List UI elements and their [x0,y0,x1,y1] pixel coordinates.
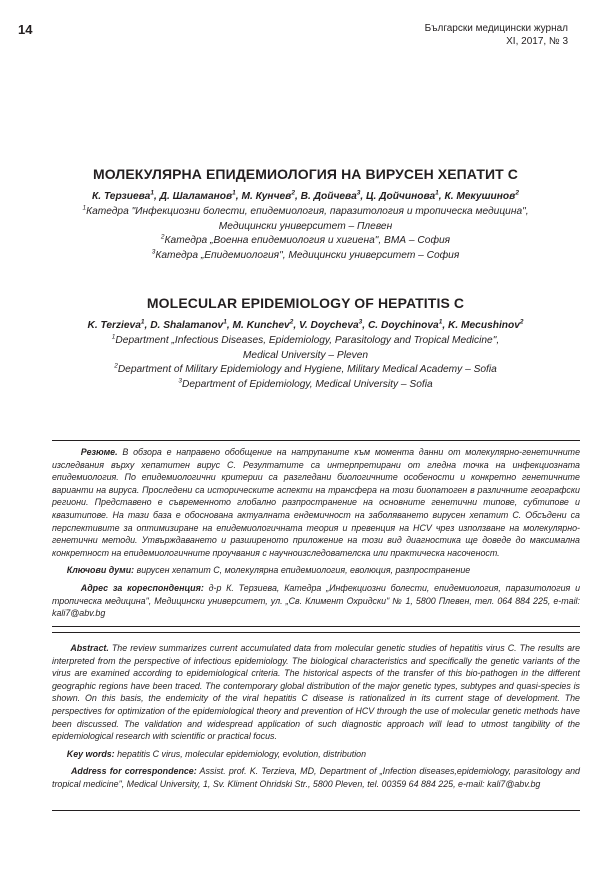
en-abstract [52,642,580,743]
author: М. Кунчев$^2$, [241,189,301,202]
author: M. Kunchev$^2$, [232,318,299,331]
bg-keywords [52,564,580,577]
bulgarian-title-block [0,165,611,263]
en-keywords [52,748,580,761]
bg-abstract [52,446,580,559]
en-address-label: Address for correspondence: [71,766,197,777]
journal-issue: XI, 2017, № 3 [506,36,568,47]
bg-correspondence [52,582,580,620]
divider [52,810,580,811]
author: К. Мекушинов$^2$ [444,189,519,202]
en-correspondence [52,765,580,790]
bg-affiliations [0,205,611,263]
journal-header [425,22,568,48]
en-keywords-label: Key words: [66,748,115,759]
en-keywords-text: hepatitis C virus, molecular epidemiology, evolution, distribution [117,748,367,759]
affiliation-2: $^2$Катедра „Военна епидемиология и хигиена", ВМА – София [160,233,451,246]
affiliation-2: $^2$Department of Military Epidemiology and Hygiene, Military Medical Academy – Sofia [114,362,497,375]
en-abstract-text: The review summarizes current accumulated data from molecular genetic studies of hepatitis virus C. The results are interpreted from the perspective of infectious epidemiology. The biological characteristics and specifically the genetic variants of the virus are examined according to epidemiological criteria. The historical aspects of the transfer of this bio-pathogen in the different geographic regions have been traced. The contemporary global distribution of the major genetic types, subtypes and quasi-species is shown. On this basis, the endemicity of the viral hepatitis C disease is rationalized in its current stage of development. The perspectives for optimization of the epidemiological theory and prevention of HCV through the use of molecular genetic methods have been discussed. The validation and widespread application of such diagnostic approach will lead to utmost tangibility of the epidemiological research with scientific or practical focus. [52,643,581,742]
en-abstract-label: Abstract. [70,643,109,653]
affiliation-1: $^1$Катедра "Инфекциозни болести, епидемиология, паразитология и тропическа медицина", [82,204,529,217]
page-number: 14 [18,22,33,37]
bg-article-title: МОЛЕКУЛЯРНА ЕПИДЕМИОЛОГИЯ НА ВИРУСЕН ХЕПАТИТ С [93,166,518,182]
divider [52,440,580,441]
bg-keywords-text: вирусен хепатит С, молекулярна епидемиология, еволюция, разпространение [136,565,471,576]
bg-abstract-section [52,446,580,620]
affiliation-1-cont: Медицински университет – Плевен [218,220,393,232]
author: D. Shalamanov$^1$, [150,318,233,331]
affiliation-1-cont: Medical University – Pleven [242,349,369,361]
bg-keywords-label: Ключови думи: [66,565,135,576]
en-address-text: Assist. prof. K. Terzieva, MD, Department of „Infection diseases,epidemiology, parasitology and tropical medicine", Medical University, 1, Sv. Kliment Ohridski Str., 5800 Pleven, tel. 00359 64 884 225, e-mail: kali7@abv.bg [52,766,580,789]
bg-author-list [0,190,611,203]
divider [52,626,580,627]
author: Ц. Дойчинова$^1$, [366,189,445,202]
author: K. Terzieva$^1$, [87,318,151,331]
bg-abstract-label: Резюме. [80,447,118,457]
divider [52,632,580,633]
affiliation-1: $^1$Department „Infectious Diseases, Epidemiology, Parasitology and Tropical Medicine", [111,333,500,346]
author: C. Doychinova$^1$, [367,318,449,331]
author: В. Дойчева$^3$, [300,189,367,202]
english-title-block [0,294,611,392]
affiliation-3: $^3$Department of Epidemiology, Medical University – Sofia [178,377,433,390]
affiliation-3: $^3$Катедра „Епидемиология", Медицински университет – София [151,248,460,261]
author: К. Терзиева$^1$, [92,189,160,202]
en-affiliations [0,334,611,392]
author: V. Doycheva$^3$, [299,318,368,331]
en-abstract-section [52,642,580,791]
en-article-title: MOLECULAR EPIDEMIOLOGY OF HEPATITIS C [146,295,465,311]
bg-abstract-text: В обзора е направено обобщение на натрупаните към момента данни от молекулярно-генетичните изследвания върху хепатитен вирус С. Резултатите са интерпретирани от гледна точка на инфекциозната епидемиология. По епидемиологични критерии са разгледани биологичните особености и конкретно генетичните варианти на вируса. Проследени са историческите аспекти на трансфера на този биопатоген в различните географски региони. Представено е съвременното глобално разпространение на основните генетични типове, субтипове и квазитипове. На тази база е обоснована актуалната ендемичност на заболяването вирусен хепатит С. Обсъдени са перспективите за оптимизиране на епидемиологичната теория и превенция на HCV чрез използване на молекулярно-генетични методи. Утвърждаването и разширеното приложение на този вид диагностика ще доведе до максимална конкретност на епидемиологичните проучвания с научноизследователска или практическа насоченост. [52,447,581,558]
en-author-list [0,319,611,332]
bg-address-label: Адрес за кореспонденция: [80,582,204,593]
bg-address-text: д-р К. Терзиева, Катедра „Инфекциозни болести, епидемиология, паразитология и тропическа медицина", Медицински университет, ул. „Св. Климент Охридски" № 1, 5800 Плевен, тел. 064 884 225, e-mail: kali7@abv.bg [52,582,581,619]
journal-title: Български медицински журнал [424,23,568,34]
author: K. Mecushinov$^2$ [448,318,524,331]
author: Д. Шаламанов$^1$, [159,189,242,202]
